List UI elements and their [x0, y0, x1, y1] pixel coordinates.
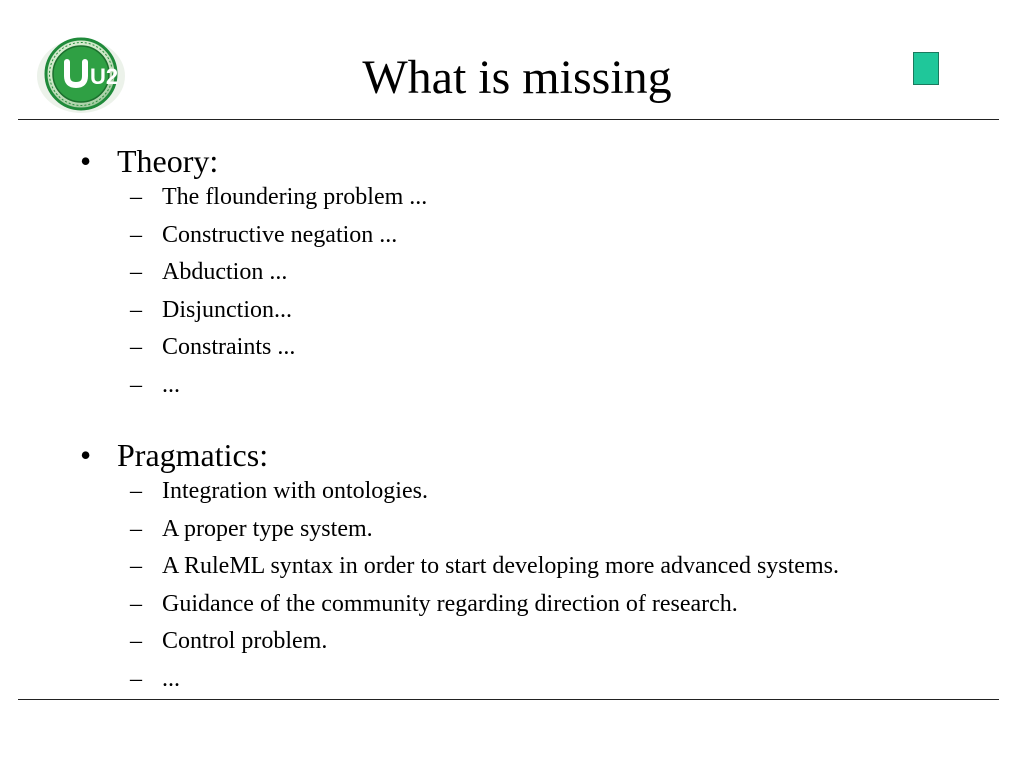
dash-icon: –: [130, 259, 142, 285]
list-item-text: A proper type system.: [162, 515, 373, 542]
list-item-text: Disjunction...: [162, 296, 292, 323]
dash-icon: –: [130, 478, 142, 504]
dash-icon: –: [130, 334, 142, 360]
list-item-text: ...: [162, 665, 180, 692]
list-item-text: Constructive negation ...: [162, 221, 398, 248]
list-item-text: ...: [162, 371, 180, 398]
list-item-text: Guidance of the community regarding direction of research.: [162, 590, 738, 617]
list-item-text: Abduction ...: [162, 259, 288, 285]
dash-icon: –: [130, 371, 142, 398]
dash-icon: –: [130, 515, 142, 542]
bottom-divider: [18, 699, 999, 700]
dash-icon: –: [130, 628, 142, 654]
list-item-text: Constraints ...: [162, 334, 296, 360]
bullet-icon: •: [80, 143, 92, 179]
dash-icon: –: [130, 553, 142, 579]
list-item-text: Integration with ontologies.: [162, 478, 428, 504]
pragmatics-heading: Pragmatics:: [117, 437, 269, 473]
nav-square-button[interactable]: [913, 52, 939, 85]
bullet-icon: •: [80, 437, 92, 473]
list-item-text: The floundering problem ...: [162, 184, 428, 210]
dash-icon: –: [130, 221, 142, 248]
dash-icon: –: [130, 665, 142, 692]
logo-label: U2: [90, 64, 119, 89]
theory-heading: Theory:: [117, 143, 219, 179]
dash-icon: –: [130, 590, 142, 617]
list-item-text: Control problem.: [162, 628, 328, 654]
dash-icon: –: [130, 184, 142, 210]
top-divider: [18, 119, 999, 120]
dash-icon: –: [130, 296, 142, 323]
page-title: What is missing: [362, 51, 672, 104]
list-item-text: A RuleML syntax in order to start developing more advanced systems.: [162, 553, 839, 579]
